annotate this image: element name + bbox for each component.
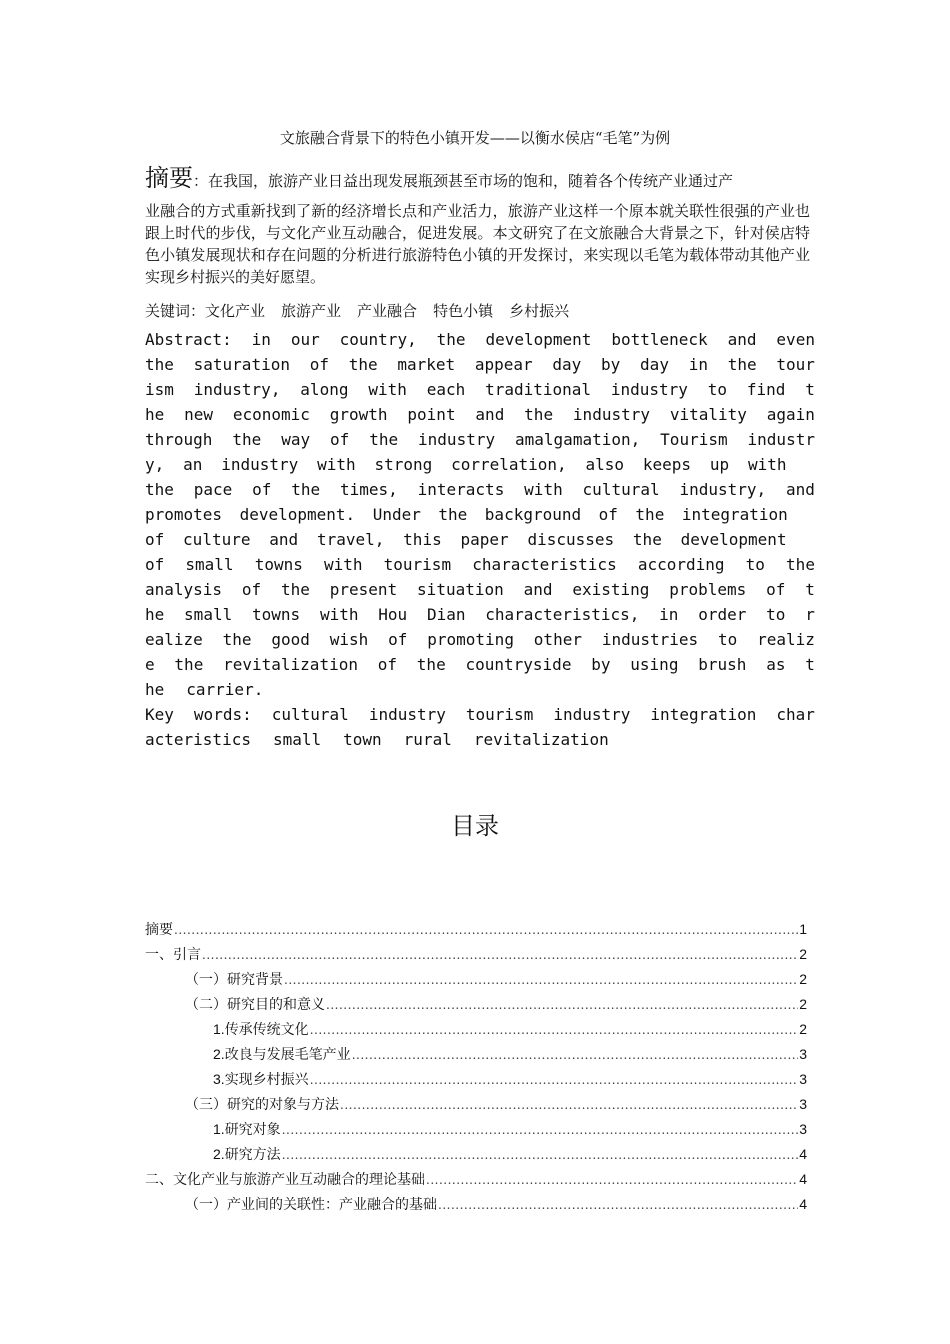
word: of <box>309 355 329 374</box>
toc-entry[interactable] <box>145 1092 807 1117</box>
word <box>805 502 815 527</box>
word: also <box>585 455 625 474</box>
toc-page-number: 2 <box>799 996 807 1012</box>
word: e <box>145 655 155 674</box>
word: keeps <box>642 455 692 474</box>
toc-entry-number: 2. <box>213 1046 225 1062</box>
word: by <box>591 655 611 674</box>
word: the <box>369 430 399 449</box>
word: of <box>388 630 408 649</box>
toc-dot-leader <box>326 993 798 1018</box>
word: he <box>145 680 165 699</box>
word: problems <box>669 580 747 599</box>
word: bottleneck <box>611 330 708 349</box>
toc-entry-title: 一、引言 <box>145 947 201 963</box>
toc-page-number: 3 <box>799 1071 807 1087</box>
toc-dot-leader <box>284 968 798 993</box>
word: integration <box>650 705 757 724</box>
toc-entry[interactable] <box>145 1067 807 1092</box>
word: our <box>290 330 320 349</box>
word <box>805 527 815 552</box>
word: cultural <box>271 705 349 724</box>
word: way <box>281 430 311 449</box>
word: traditional <box>485 380 592 399</box>
word: t <box>805 655 815 674</box>
word: towns <box>254 555 303 574</box>
keywords-en-line <box>145 727 815 752</box>
word: the <box>416 655 446 674</box>
word: ealize <box>145 630 203 649</box>
word: brush <box>698 655 747 674</box>
word: he <box>145 405 165 424</box>
abstract-en-line <box>145 402 815 427</box>
toc-dot-leader <box>174 918 798 943</box>
toc-dot-leader <box>340 1093 798 1118</box>
word: industry, <box>679 480 767 499</box>
word: other <box>533 630 582 649</box>
word: the <box>291 480 321 499</box>
toc-entry-title: 改良与发展毛笔产业 <box>224 1047 351 1063</box>
word: wish <box>329 630 369 649</box>
word: according <box>637 555 725 574</box>
abstract-first-line <box>145 162 810 200</box>
word: with <box>319 605 359 624</box>
word: strong <box>374 455 433 474</box>
word: analysis <box>145 580 223 599</box>
word: the <box>281 580 310 599</box>
word: appear <box>474 355 533 374</box>
toc-heading: 目录 <box>451 812 499 840</box>
toc-entry-title: 传承传统文化 <box>224 1022 309 1038</box>
word: with <box>747 455 787 474</box>
toc-page-number: 4 <box>799 1196 807 1212</box>
word: r <box>805 605 815 624</box>
word: development <box>485 330 592 349</box>
word: tourism <box>465 705 534 724</box>
word: to <box>766 605 786 624</box>
word: the <box>632 530 662 549</box>
word: to <box>745 555 765 574</box>
word: up <box>709 455 730 474</box>
word: of <box>766 580 786 599</box>
abstract-en-line <box>145 627 815 652</box>
word: again <box>766 405 815 424</box>
word: the <box>145 480 174 499</box>
toc-entry-text <box>145 1168 425 1193</box>
word: Dian <box>426 605 466 624</box>
toc-dot-leader <box>282 1143 799 1168</box>
word: order <box>698 605 747 624</box>
word: amalgamation, <box>515 430 641 449</box>
abstract-en-line <box>145 602 815 627</box>
word: of <box>598 505 618 524</box>
word: small <box>185 555 234 574</box>
keywords-chinese <box>145 300 585 322</box>
word: industry, <box>193 380 281 399</box>
toc-page-number: 2 <box>799 946 807 962</box>
toc-page-number: 2 <box>799 1021 807 1037</box>
toc-dot-leader <box>438 1193 798 1218</box>
toc-entry-text <box>213 1067 309 1093</box>
word: even <box>776 330 815 349</box>
word: market <box>397 355 456 374</box>
toc-entry[interactable] <box>145 942 807 967</box>
word: through <box>145 430 213 449</box>
word: carrier. <box>186 680 264 699</box>
abstract-colon: ： <box>193 172 209 190</box>
word: integration <box>681 505 788 524</box>
word: existing <box>572 580 650 599</box>
word: promotes <box>145 505 223 524</box>
word: t <box>805 380 815 399</box>
toc-entry-text <box>213 1017 309 1043</box>
toc-entry-text <box>145 918 173 943</box>
keyword-item: 文化产业 <box>205 302 266 320</box>
keyword-item: 旅游产业 <box>281 302 342 320</box>
word <box>805 452 815 477</box>
word: background <box>484 505 582 524</box>
word: words: <box>193 705 252 724</box>
toc-entry[interactable] <box>145 1192 807 1217</box>
word: development <box>680 530 787 549</box>
word: each <box>426 380 466 399</box>
word: using <box>630 655 679 674</box>
word: discusses <box>527 530 615 549</box>
toc-dot-leader <box>310 1068 799 1093</box>
word: the <box>174 655 204 674</box>
abstract-en-line <box>145 352 815 377</box>
word: and <box>523 580 553 599</box>
word: t <box>805 580 815 599</box>
word: economic <box>232 405 310 424</box>
toc-page-number: 3 <box>799 1121 807 1137</box>
abstract-label: 摘要 <box>145 164 193 192</box>
word: the <box>635 505 665 524</box>
word: times, <box>339 480 398 499</box>
word: point <box>407 405 456 424</box>
toc-entry-title: （三）研究的对象与方法 <box>185 1097 339 1113</box>
toc-entry-title: 实现乡村振兴 <box>224 1072 309 1088</box>
word: promoting <box>427 630 514 649</box>
toc-entry[interactable] <box>145 917 807 942</box>
toc-page-number: 3 <box>799 1096 807 1112</box>
word: and <box>786 480 815 499</box>
word: characteristics, <box>485 605 640 624</box>
word: day <box>552 355 582 374</box>
document-title: 文旅融合背景下的特色小镇开发——以衡水侯店“毛笔”为例 <box>279 129 671 147</box>
toc-dot-leader <box>352 1043 799 1068</box>
keyword-item: 产业融合 <box>357 302 418 320</box>
word: the <box>348 355 378 374</box>
word: small <box>184 605 233 624</box>
toc-entry-text <box>185 968 283 993</box>
word: the <box>222 630 252 649</box>
abstract-en-line <box>145 577 815 602</box>
word: industry <box>572 405 650 424</box>
word: paper <box>460 530 509 549</box>
word: with <box>317 455 356 474</box>
abstract-en-line <box>145 502 815 527</box>
abstract-en-line <box>145 652 815 677</box>
toc-entry-number: 3. <box>213 1071 225 1087</box>
word: industry <box>553 705 631 724</box>
abstract-body-text: 业融合的方式重新找到了新的经济增长点和产业活力，旅游产业这样一个原本就关联性很强的产业也跟上时代的步伐，与文化产业互动融合，促进发展。本文研究了在文旅融合大背景之下，针对侯店特色小镇发展现状和存在问题的分析进行旅游特色小镇的开发探讨，来实现以毛笔为载体带动其他产业实现乡村振兴的美好愿望。 <box>145 202 810 286</box>
word: ism <box>145 380 174 399</box>
word: tour <box>776 355 815 374</box>
word: revitalization <box>223 655 358 674</box>
toc-entry-text <box>185 993 325 1018</box>
toc-dot-leader <box>202 943 798 968</box>
abstract-en-line <box>145 427 815 452</box>
word: an <box>183 455 203 474</box>
word: and <box>475 405 505 424</box>
word: pace <box>193 480 233 499</box>
toc-entry-text <box>185 1193 437 1218</box>
word: correlation, <box>451 455 567 474</box>
toc-entry-text <box>213 1042 351 1068</box>
word: industry <box>221 455 299 474</box>
word: the <box>436 330 466 349</box>
word: situation <box>417 580 504 599</box>
word: the <box>145 355 174 374</box>
toc-page-number: 4 <box>799 1146 807 1162</box>
toc-entry-title: 研究方法 <box>224 1147 281 1163</box>
word: as <box>766 655 786 674</box>
toc-entry-title: 二、文化产业与旅游产业互动融合的理论基础 <box>145 1172 425 1188</box>
abstract-en-line <box>145 527 815 552</box>
word: vitality <box>669 405 747 424</box>
keyword-item: 特色小镇 <box>433 302 494 320</box>
abstract-en-line <box>145 477 815 502</box>
word: day <box>640 355 669 374</box>
word: the <box>727 355 757 374</box>
word: growth <box>329 405 388 424</box>
word: Key <box>145 705 174 724</box>
keywords-label: 关键词： <box>145 302 206 320</box>
toc-entry[interactable] <box>145 1017 807 1042</box>
toc-page-number: 1 <box>799 921 807 937</box>
toc-entry[interactable] <box>145 1117 807 1142</box>
toc-entry-number: 1. <box>213 1021 225 1037</box>
toc-entry-title: （二）研究目的和意义 <box>185 997 325 1013</box>
toc-entry[interactable] <box>145 967 807 992</box>
toc-entry-text <box>213 1142 281 1168</box>
word: development. <box>239 505 356 524</box>
word: find <box>746 380 786 399</box>
word: small <box>272 730 322 749</box>
word: Hou <box>378 605 408 624</box>
word: good <box>271 630 310 649</box>
toc-entry-text <box>185 1093 339 1118</box>
word: realiz <box>757 630 815 649</box>
abstract-en-line <box>145 327 815 352</box>
word: with <box>323 555 363 574</box>
toc-entry-text <box>213 1117 281 1143</box>
word: industry <box>418 430 496 449</box>
abstract-en-line <box>145 377 815 402</box>
word: industry <box>610 380 688 399</box>
word: to <box>717 630 738 649</box>
word: of <box>377 655 398 674</box>
word: country, <box>339 330 417 349</box>
toc-page-number: 3 <box>799 1046 807 1062</box>
toc-dot-leader <box>282 1118 799 1143</box>
word: new <box>184 405 214 424</box>
word: saturation <box>193 355 290 374</box>
word: interacts <box>417 480 505 499</box>
word: industr <box>747 430 815 449</box>
word: in <box>659 605 679 624</box>
word: char <box>776 705 815 724</box>
word: of <box>145 555 165 574</box>
word: town <box>343 730 382 749</box>
abstract-chinese <box>145 162 810 288</box>
toc-entry-title: （一）研究背景 <box>185 972 283 988</box>
abstract-en-line <box>145 552 815 577</box>
word: industries <box>601 630 699 649</box>
word: with <box>524 480 563 499</box>
word: this <box>403 530 442 549</box>
word: Under <box>372 505 421 524</box>
abstract-en-line <box>145 677 815 702</box>
toc-dot-leader <box>426 1168 798 1193</box>
toc-entry[interactable] <box>145 1042 807 1067</box>
word: travel, <box>316 530 385 549</box>
keyword-item: 乡村振兴 <box>509 302 570 320</box>
word: of <box>241 580 262 599</box>
word: rural <box>403 730 452 749</box>
word: present <box>329 580 398 599</box>
word: the <box>232 430 262 449</box>
word: the <box>438 505 468 524</box>
abstract-english <box>145 327 815 752</box>
word: and <box>269 530 299 549</box>
word: countryside <box>465 655 572 674</box>
word: of <box>252 480 272 499</box>
word: Tourism <box>660 430 728 449</box>
toc-entry-text <box>145 943 201 968</box>
word: to <box>707 380 728 399</box>
toc-entry[interactable] <box>145 1167 807 1192</box>
word: towns <box>252 605 301 624</box>
keywords-en-line <box>145 702 815 727</box>
toc-page-number: 4 <box>799 1171 807 1187</box>
toc-entry-title: （一）产业间的关联性：产业融合的基础 <box>185 1197 437 1213</box>
toc-page-number: 2 <box>799 971 807 987</box>
word: in <box>688 355 708 374</box>
word: with <box>368 380 407 399</box>
word: in <box>251 330 271 349</box>
abstract-en-line <box>145 452 815 477</box>
word: characteristics <box>472 555 617 574</box>
abstract-first-text: 在我国，旅游产业日益出现发展瓶颈甚至市场的饱和，随着各个传统产业通过产 <box>208 172 734 190</box>
word: he <box>145 605 165 624</box>
word: revitalization <box>473 730 609 749</box>
toc-entry[interactable] <box>145 1142 807 1167</box>
word: y, <box>145 455 165 474</box>
word: the <box>786 555 815 574</box>
word: by <box>601 355 621 374</box>
word: and <box>727 330 757 349</box>
word: the <box>524 405 554 424</box>
word: cultural <box>582 480 660 499</box>
toc-dot-leader <box>310 1018 799 1043</box>
toc-entry-title: 摘要 <box>145 922 173 938</box>
word: acteristics <box>145 730 251 749</box>
toc-entry[interactable] <box>145 992 807 1017</box>
table-of-contents <box>145 917 807 1217</box>
toc-entry-number: 2. <box>213 1146 225 1162</box>
word: along <box>300 380 349 399</box>
word: tourism <box>383 555 452 574</box>
word: of <box>330 430 350 449</box>
toc-entry-number: 1. <box>213 1121 225 1137</box>
word: of <box>145 530 165 549</box>
word: culture <box>183 530 251 549</box>
word: Abstract: <box>145 330 232 349</box>
word: industry <box>368 705 446 724</box>
toc-entry-title: 研究对象 <box>224 1122 281 1138</box>
